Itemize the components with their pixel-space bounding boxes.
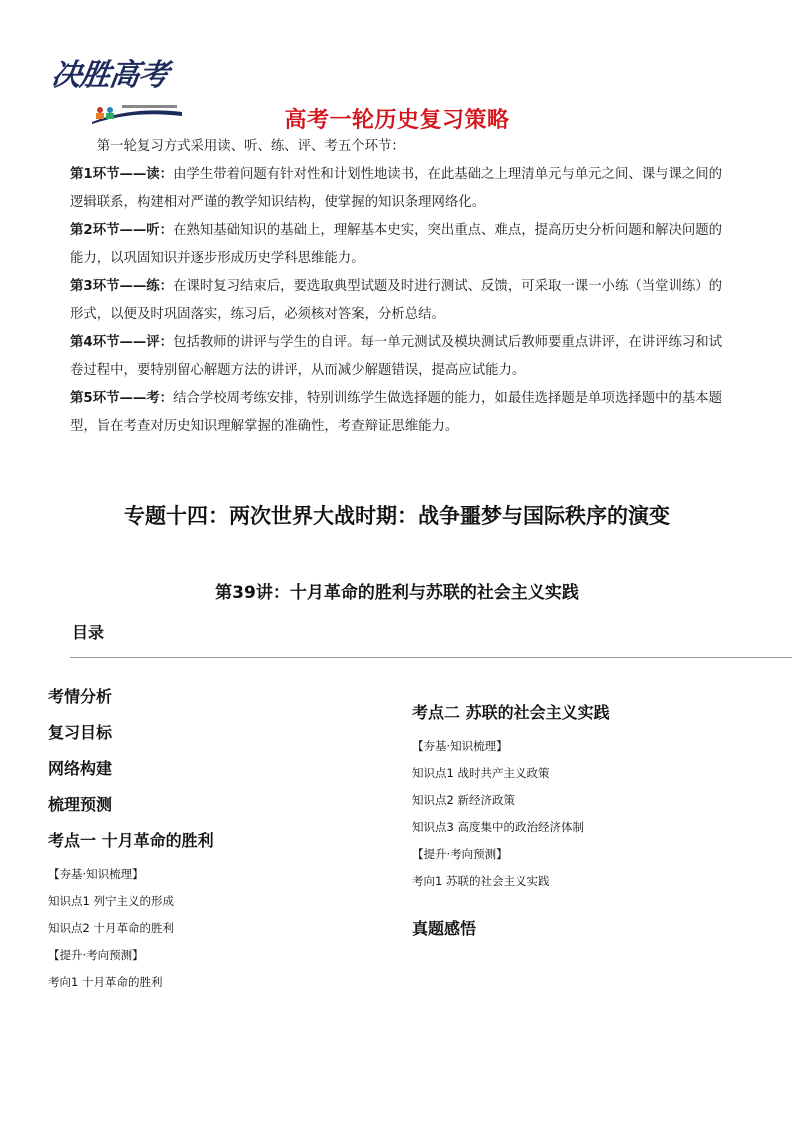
step-label: 第4环节——评： [70,335,174,350]
logo-text: 决胜高考 [49,58,170,93]
toc-point-2-dir1[interactable]: 考向1 苏联的社会主义实践 [412,874,550,888]
step-text: 结合学校周考练安排，特别训练学生做选择题的能力，如最佳选择题是单项选择题中的基本题型，旨在考查对历史知识理解掌握的准确性，考查辩证思维能力。 [70,391,723,434]
step-label: 第5环节——考： [70,391,174,406]
toc-item-goals[interactable]: 复习目标 [48,723,113,742]
step-2 [70,217,730,273]
step-label: 第3环节——练： [70,279,174,294]
step-1 [70,161,730,217]
toc-heading: 目录 [72,623,105,642]
toc-item-real-questions[interactable]: 真题感悟 [412,919,477,938]
toc-right-column [412,700,772,952]
step-text: 在课时复习结束后，要选取典型试题及时进行测试、反馈，可采取一课一小练（当堂训练）的形式，以便及时巩固落实，练习后，必须核对答案，分析总结。 [70,279,723,322]
step-5 [70,385,730,441]
step-4 [70,329,730,385]
step-label: 第1环节——读： [70,167,174,182]
spacer [412,898,772,916]
toc-point-2-kp3[interactable]: 知识点3 高度集中的政治经济体制 [412,820,584,834]
toc-point-1-kp2[interactable]: 知识点2 十月革命的胜利 [48,921,174,935]
toc-point-2-base[interactable]: 【夯基·知识梳理】 [412,739,508,753]
step-text: 包括教师的讲评与学生的自评。每一单元测试及模块测试后教师要重点讲评，在讲评练习和试卷过程中，要特别留心解题方法的讲评，从而减少解题错误，提高应试能力。 [70,335,723,378]
toc-point-1-base[interactable]: 【夯基·知识梳理】 [48,867,144,881]
toc-item-analysis[interactable]: 考情分析 [48,687,113,706]
toc-point-2-kp2[interactable]: 知识点2 新经济政策 [412,793,515,807]
toc-point-1-title[interactable]: 考点一 十月革命的胜利 [48,831,214,850]
toc-point-2-kp1[interactable]: 知识点1 战时共产主义政策 [412,766,550,780]
toc-point-2-title[interactable]: 考点二 苏联的社会主义实践 [412,703,610,722]
toc-point-2-lift[interactable]: 【提升·考向预测】 [412,847,508,861]
intro-text: 第一轮复习方式采用读、听、练、评、考五个环节： [96,139,405,154]
toc-left-column [48,684,368,999]
step-text: 由学生带着问题有针对性和计划性地读书，在此基础之上理清单元与单元之间、课与课之间的逻辑联系，构建相对严谨的教学知识结构，使掌握的知识条理网络化。 [70,167,723,210]
topic-title: 专题十四：两次世界大战时期：战争噩梦与国际秩序的演变 [124,504,670,528]
toc-item-review[interactable]: 梳理预测 [48,795,113,814]
lecture-title: 第39讲：十月革命的胜利与苏联的社会主义实践 [215,583,579,603]
step-label: 第2环节——听： [70,223,174,238]
page-title: 高考一轮历史复习策略 [284,108,510,133]
toc-point-1-dir1[interactable]: 考向1 十月革命的胜利 [48,975,163,989]
toc-point-1-kp1[interactable]: 知识点1 列宁主义的形成 [48,894,174,908]
step-3 [70,273,730,329]
step-text: 在熟知基础知识的基础上，理解基本史实，突出重点、难点，提高历史分析问题和解决问题的能力，以巩固知识并逐步形成历史学科思维能力。 [70,223,723,266]
intro-section [70,133,730,441]
toc-divider [70,657,792,658]
toc-item-network[interactable]: 网络构建 [48,759,113,778]
toc-point-1-lift[interactable]: 【提升·考向预测】 [48,948,144,962]
